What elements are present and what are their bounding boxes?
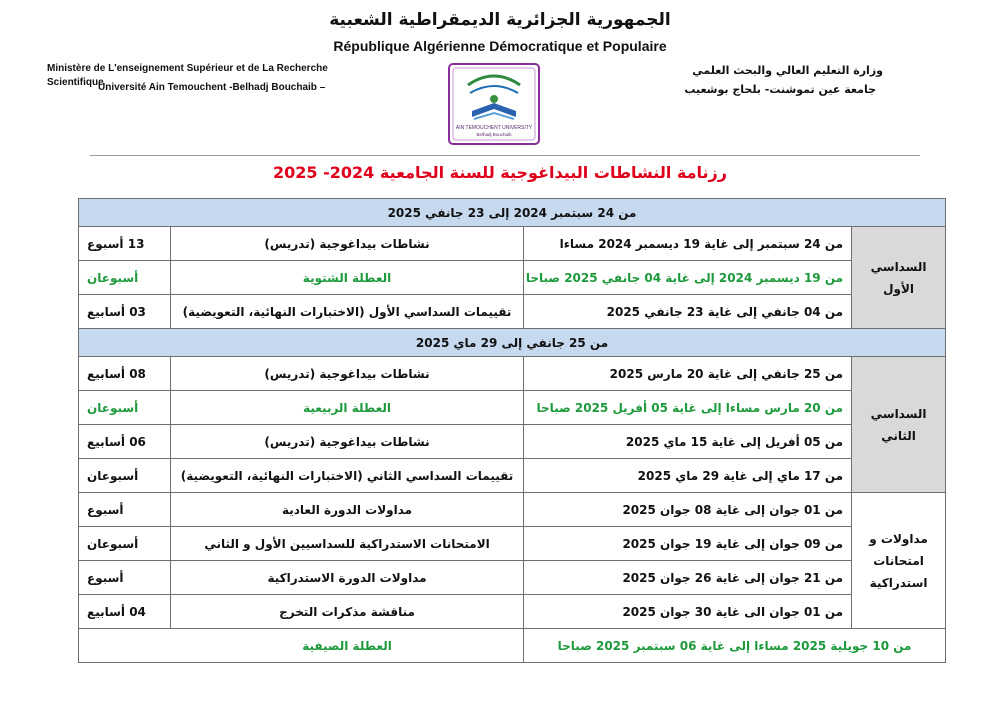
duration-cell: أسبوعان — [79, 459, 171, 493]
table-row — [79, 493, 946, 527]
activity-cell: تقييمات السداسي الثاني (الاختبارات النهائية، التعويضية) — [171, 459, 524, 493]
semester2-band — [79, 329, 946, 357]
duration-cell: 13 أسبوع — [79, 227, 171, 261]
ministry-ar: وزارة التعليم العالي والبحث العلمي — [692, 64, 883, 77]
duration-cell: 03 أسابيع — [79, 295, 171, 329]
summer-activity: العطلة الصيفية — [79, 629, 524, 663]
period-cell: من 17 ماي إلى غاية 29 ماي 2025 — [524, 459, 852, 493]
university-ar: جامعة عين تموشنت- بلحاج بوشعيب — [684, 83, 876, 96]
table-row — [79, 595, 946, 629]
activity-cell: العطلة الشتوية — [171, 261, 524, 295]
semester1-band — [79, 199, 946, 227]
activity-cell: مناقشة مذكرات التخرج — [171, 595, 524, 629]
period-cell: من 01 جوان إلى غاية 08 جوان 2025 — [524, 493, 852, 527]
duration-cell: أسبوع — [79, 561, 171, 595]
university-logo — [448, 63, 540, 145]
period-cell: من 20 مارس مساءا إلى غاية 05 أفريل 2025 صباحا — [524, 391, 852, 425]
table-row — [79, 561, 946, 595]
activity-cell: نشاطات بيداغوجية (تدريس) — [171, 357, 524, 391]
activity-cell: الامتحانات الاستدراكية للسداسيين الأول و الثاني — [171, 527, 524, 561]
activity-cell: نشاطات بيداغوجية (تدريس) — [171, 425, 524, 459]
period-cell: من 25 جانفي إلى غاية 20 مارس 2025 — [524, 357, 852, 391]
period-cell: من 24 سبتمبر إلى غاية 19 ديسمبر 2024 مساءا — [524, 227, 852, 261]
page-title: رزنامة النشاطات البيداغوجية للسنة الجامعية 2024- 2025 — [273, 163, 727, 182]
semester2-label: السداسي الثاني — [852, 357, 946, 493]
semester1-label: السداسي الأول — [852, 227, 946, 329]
calendar-table — [78, 198, 946, 663]
republic-title-fr: République Algérienne Démocratique et Populaire — [333, 38, 667, 54]
summer-row — [79, 629, 946, 663]
activity-cell: تقييمات السداسي الأول (الاختبارات النهائية، التعويضية) — [171, 295, 524, 329]
duration-cell: 06 أسابيع — [79, 425, 171, 459]
duration-cell: أسبوع — [79, 493, 171, 527]
period-cell: من 04 جانفي إلى غاية 23 جانفي 2025 — [524, 295, 852, 329]
logo-caption-2: Belhadj Bouchaib — [476, 132, 512, 137]
table-row — [79, 261, 946, 295]
duration-cell: 08 أسابيع — [79, 357, 171, 391]
period-cell: من 05 أفريل إلى غاية 15 ماي 2025 — [524, 425, 852, 459]
duration-cell: أسبوعان — [79, 527, 171, 561]
semester2-band-text: من 25 جانفي إلى 29 ماي 2025 — [79, 329, 946, 357]
header-divider — [90, 155, 920, 156]
period-cell: من 01 جوان الى غاية 30 جوان 2025 — [524, 595, 852, 629]
table-row — [79, 527, 946, 561]
table-row — [79, 227, 946, 261]
table-row — [79, 425, 946, 459]
activity-cell: مداولات الدورة العادية — [171, 493, 524, 527]
duration-cell: 04 أسابيع — [79, 595, 171, 629]
duration-cell: أسبوعان — [79, 391, 171, 425]
period-cell: من 19 ديسمبر 2024 إلى غاية 04 جانفي 2025 صباحا — [524, 261, 852, 295]
table-row — [79, 459, 946, 493]
period-cell: من 09 جوان إلى غاية 19 جوان 2025 — [524, 527, 852, 561]
table-row — [79, 295, 946, 329]
period-cell: من 21 جوان إلى غاية 26 جوان 2025 — [524, 561, 852, 595]
activity-cell: العطلة الربيعية — [171, 391, 524, 425]
activity-cell: نشاطات بيداغوجية (تدريس) — [171, 227, 524, 261]
university-fr: Université Ain Temouchent -Belhadj Bouchaib – — [98, 82, 326, 93]
activity-cell: مداولات الدورة الاستدراكية — [171, 561, 524, 595]
logo-caption: AIN TEMOUCHENT UNIVERSITY — [455, 125, 533, 131]
ministry-fr: Ministère de L'enseignement Supérieur et de La Recherche Scientifique — [47, 63, 328, 88]
deliberations-label: مداولات و امتحانات استدراكية — [852, 493, 946, 629]
duration-cell: أسبوعان — [79, 261, 171, 295]
table-row — [79, 357, 946, 391]
summer-period: من 10 جويلية 2025 مساءا إلى غاية 06 سبتمبر 2025 صباحا — [524, 629, 946, 663]
table-row — [79, 391, 946, 425]
republic-title-ar: الجمهورية الجزائرية الديمقراطية الشعبية — [329, 10, 671, 30]
semester1-band-text: من 24 سبتمبر 2024 إلى 23 جانفي 2025 — [79, 199, 946, 227]
